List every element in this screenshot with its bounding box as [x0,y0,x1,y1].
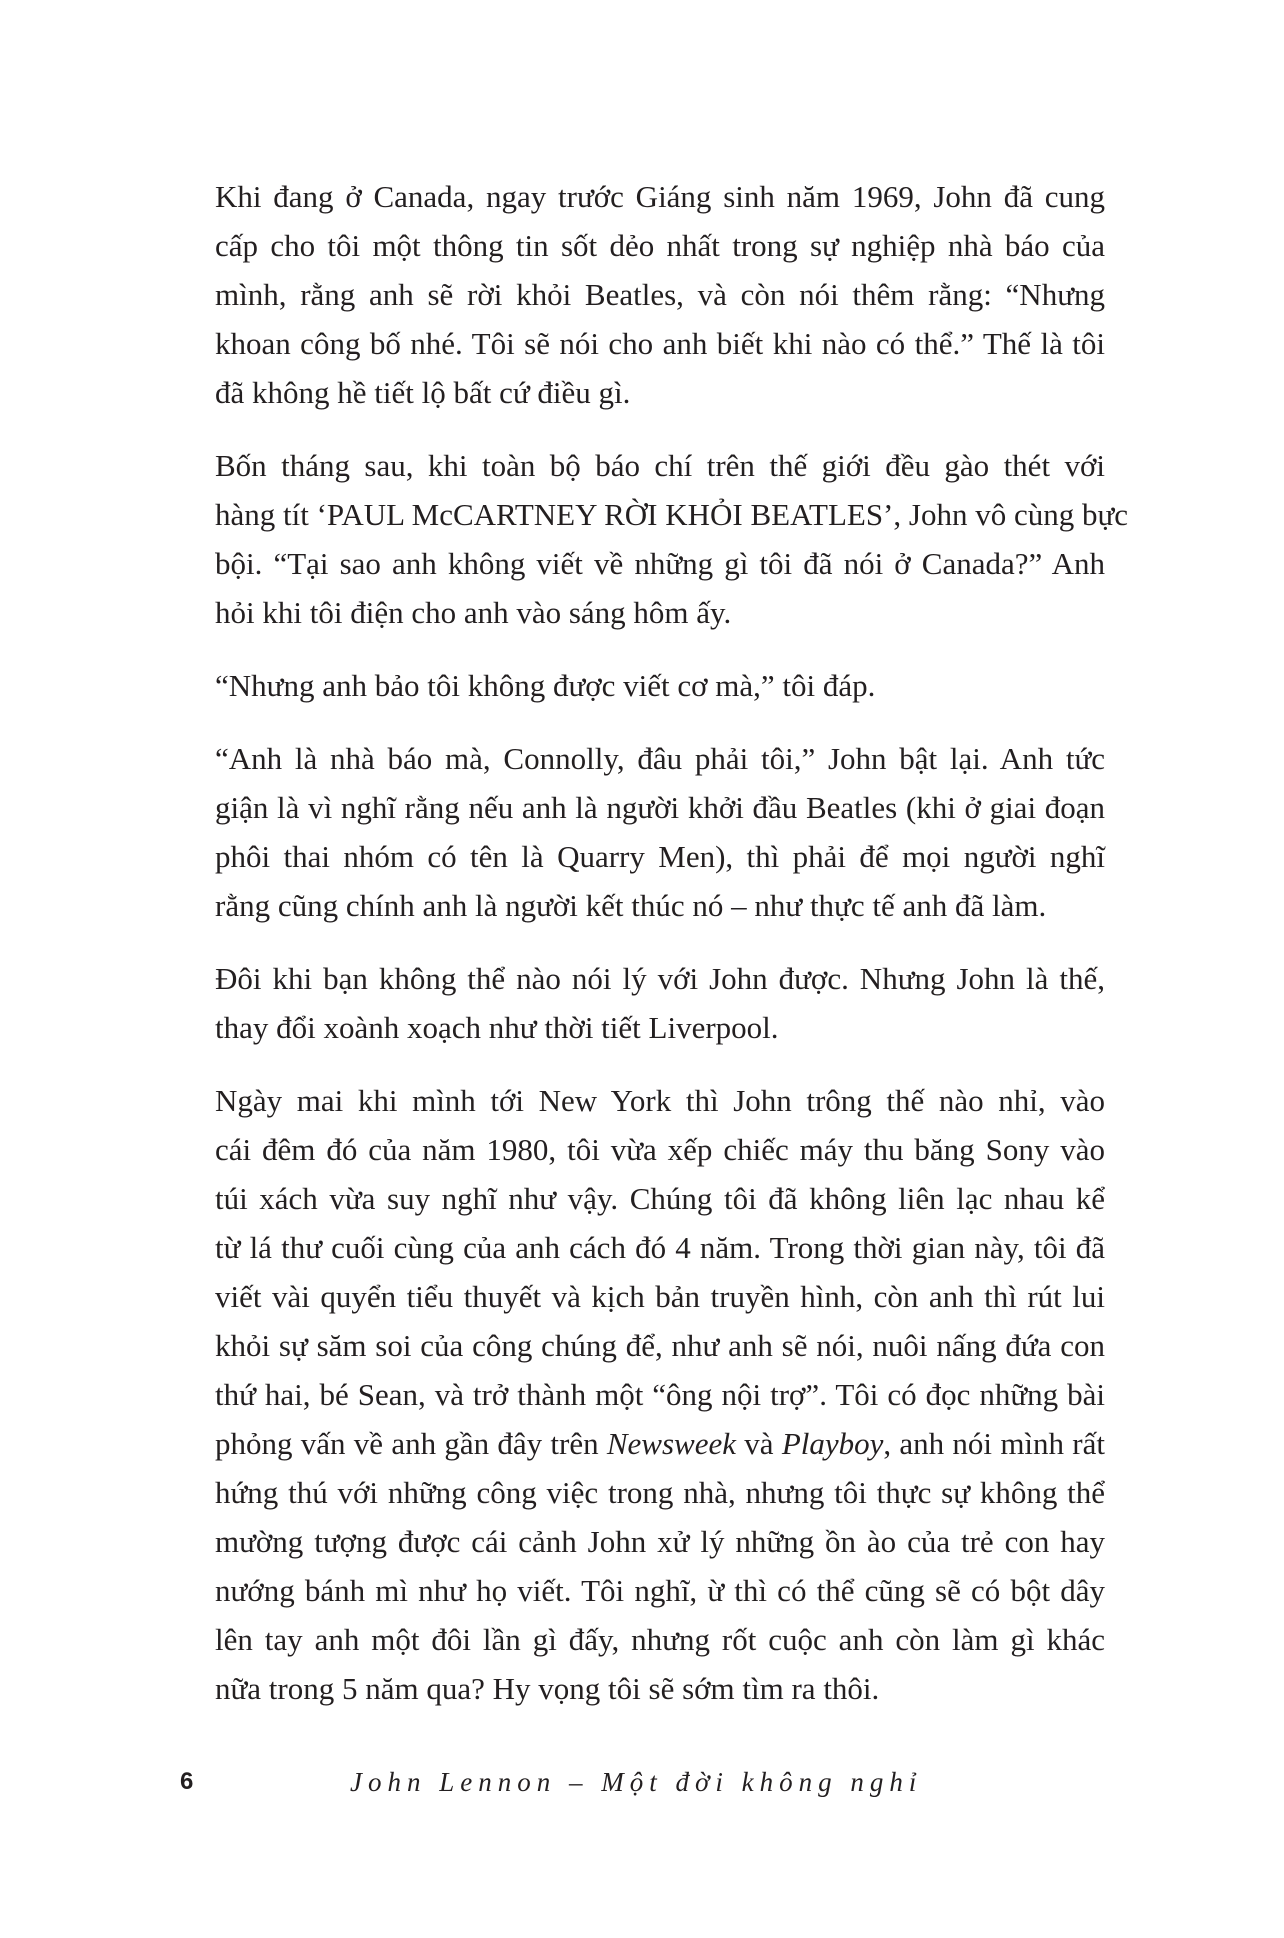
text-line: Ngày mai khi mình tới New York thì John trông thế nào nhỉ, vào [215,1083,1105,1118]
text-line: “Nhưng anh bảo tôi không được viết cơ mà,” tôi đáp. [215,668,876,703]
text-line: khoan công bố nhé. Tôi sẽ nói cho anh biết khi nào có thể.” Thế là tôi [215,326,1105,361]
text-line: phôi thai nhóm có tên là Quarry Men), thì phải để mọi người nghĩ [215,839,1105,874]
text-line: Khi đang ở Canada, ngay trước Giáng sinh năm 1969, John đã cung [215,179,1105,214]
paragraph-6 [215,1076,1105,1713]
page-body [215,172,1129,1737]
text-line: mường tượng được cái cảnh John xử lý những ồn ào của trẻ con hay [215,1524,1105,1559]
text-line: giận là vì nghĩ rằng nếu anh là người khởi đầu Beatles (khi ở giai đoạn [215,790,1105,825]
publication-title-playboy: Playboy [781,1426,884,1461]
page-number: 6 [180,1768,194,1795]
text-line: hàng tít ‘PAUL McCARTNEY RỜI KHỎI BEATLES’, John vô cùng bực [215,497,1129,532]
paragraph-4 [215,734,1105,930]
text-line: rằng cũng chính anh là người kết thúc nó – như thực tế anh đã làm. [215,888,1047,923]
text-line: bội. “Tại sao anh không viết về những gì tôi đã nói ở Canada?” Anh [215,546,1105,581]
text-line: cấp cho tôi một thông tin sốt dẻo nhất trong sự nghiệp nhà báo của [215,228,1105,263]
text-line-with-italic-titles [215,1419,1105,1468]
text-fragment: , anh nói mình rất [883,1426,1106,1461]
publication-title-newsweek: Newsweek [606,1426,737,1461]
text-line: khỏi sự săm soi của công chúng để, như anh sẽ nói, nuôi nấng đứa con [215,1328,1105,1363]
text-line: nướng bánh mì như họ viết. Tôi nghĩ, ừ thì có thể cũng sẽ có bột dây [215,1573,1105,1608]
text-line: từ lá thư cuối cùng của anh cách đó 4 năm. Trong thời gian này, tôi đã [215,1230,1105,1265]
paragraph-5 [215,954,1105,1052]
paragraph-1 [215,172,1105,417]
text-line: hứng thú với những công việc trong nhà, nhưng tôi thực sự không thể [215,1475,1105,1510]
text-fragment: phỏng vấn về anh gần đây trên [215,1426,607,1461]
text-line: lên tay anh một đôi lần gì đấy, nhưng rốt cuộc anh còn làm gì khác [215,1622,1105,1657]
page-footer [0,1766,1284,1806]
text-line: thứ hai, bé Sean, và trở thành một “ông nội trợ”. Tôi có đọc những bài [215,1377,1105,1412]
running-title: John Lennon – Một đời không nghỉ [350,1767,923,1797]
text-line: Bốn tháng sau, khi toàn bộ báo chí trên thế giới đều gào thét với [215,448,1105,483]
text-line: cái đêm đó của năm 1980, tôi vừa xếp chiếc máy thu băng Sony vào [215,1132,1105,1167]
text-line: hỏi khi tôi điện cho anh vào sáng hôm ấy. [215,595,732,630]
text-line: nữa trong 5 năm qua? Hy vọng tôi sẽ sớm tìm ra thôi. [215,1671,880,1706]
text-line: thay đổi xoành xoạch như thời tiết Liverpool. [215,1010,779,1045]
paragraph-2 [215,441,1129,637]
text-line: mình, rằng anh sẽ rời khỏi Beatles, và còn nói thêm rằng: “Nhưng [215,277,1105,312]
text-line: túi xách vừa suy nghĩ như vậy. Chúng tôi đã không liên lạc nhau kể [215,1181,1105,1216]
text-line: viết vài quyển tiểu thuyết và kịch bản truyền hình, còn anh thì rút lui [215,1279,1105,1314]
text-line: “Anh là nhà báo mà, Connolly, đâu phải tôi,” John bật lại. Anh tức [215,741,1105,776]
text-line: Đôi khi bạn không thể nào nói lý với John được. Nhưng John là thế, [215,961,1105,996]
text-line: đã không hề tiết lộ bất cứ điều gì. [215,375,631,410]
paragraph-3 [215,661,1105,710]
text-fragment: và [736,1426,782,1461]
